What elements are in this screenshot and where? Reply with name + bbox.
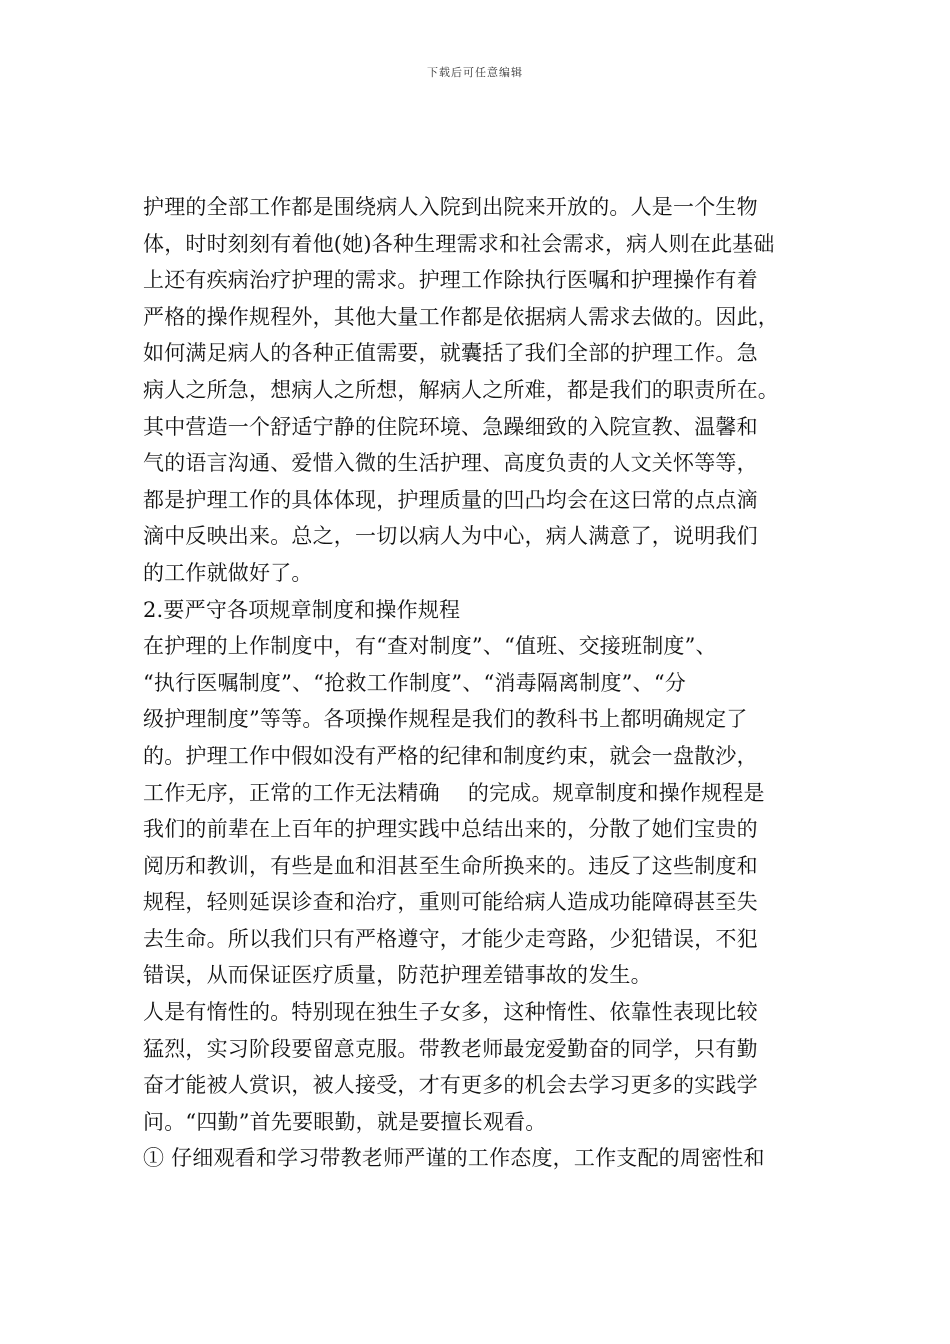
text-line: 气的语言沟通、爱惜入微的生活护理、高度负责的人文关怀等等， bbox=[143, 451, 758, 476]
text-line: 人是有惰性的。特别现在独生子女多，这种惰性、依靠性表现比较 bbox=[143, 1000, 758, 1025]
text-line: 错误，从而保证医疗质量，防范护理差错事故的发生。 bbox=[143, 963, 652, 988]
text-line: 滴中反映出来。总之，一切以病人为中心，病人满意了，说明我们 bbox=[143, 524, 758, 549]
text-line: 病人之所急，想病人之所想，解病人之所难，都是我们的职责所在。 bbox=[143, 377, 779, 402]
text-line: 其中营造一个舒适宁静的住院环境、急躁细致的入院宣教、温馨和 bbox=[143, 414, 758, 439]
text-line: “执行医嘱制度”、“抢救工作制度”、“消毒隔离制度”、“分 bbox=[143, 670, 686, 695]
text-line: 上还有疾病治疗护理的需求。护理工作除执行医嘱和护理操作有着 bbox=[143, 268, 758, 293]
text-line: 工作无序，正常的工作无法精确 的完成。规章制度和操作规程是 bbox=[143, 780, 765, 805]
text-line: 护理的全部工作都是围绕病人入院到出院来开放的。人是一个生物 bbox=[143, 195, 758, 219]
document-body bbox=[143, 189, 823, 1177]
text-line: 的。护理工作中假如没有严格的纪律和制度约束，就会一盘散沙， bbox=[143, 743, 758, 768]
text-line: 阅历和教训，有些是血和泪甚至生命所换来的。违反了这些制度和 bbox=[143, 853, 758, 878]
text-line: 规程，轻则延误诊查和治疗，重则可能给病人造成功能障碍甚至失 bbox=[143, 890, 758, 915]
text-line: 猛烈，实习阶段要留意克服。带教老师最宠爱勤奋的同学，只有勤 bbox=[143, 1036, 758, 1061]
text-line: 体，时时刻刻有着他(她)各种生理需求和社会需求，病人则在此基础 bbox=[143, 231, 775, 256]
section-heading: 2.要严守各项规章制度和操作规程 bbox=[143, 597, 461, 622]
text-line: 如何满足病人的各种正值需要，就囊括了我们全部的护理工作。急 bbox=[143, 341, 758, 366]
text-line: 我们的前辈在上百年的护理实践中总结出来的，分散了她们宝贵的 bbox=[143, 817, 758, 842]
text-line: 去生命。所以我们只有严格遵守，才能少走弯路，少犯错误，不犯 bbox=[143, 926, 758, 951]
text-line: 的工作就做好了。 bbox=[143, 560, 313, 585]
page-header: 下载后可任意编辑 bbox=[427, 66, 523, 79]
text-line: 奋才能被人赏识，被人接受，才有更多的机会去学习更多的实践学 bbox=[143, 1073, 758, 1098]
text-line: 都是护理工作的具体体现，护理质量的凹凸均会在这曰常的点点滴 bbox=[143, 487, 758, 512]
text-line: 在护理的上作制度中，有“查对制度”、“值班、交接班制度”、 bbox=[143, 634, 717, 659]
text-line: 问。“四勤”首先要眼勤，就是要擅长观看。 bbox=[143, 1109, 547, 1134]
text-line: 级护理制度”等等。各项操作规程是我们的教科书上都明确规定了 bbox=[143, 707, 748, 732]
text-line: 严格的操作规程外，其他大量工作都是依据病人需求去做的。因此， bbox=[143, 304, 779, 329]
list-item: ① 仔细观看和学习带教老师严谨的工作态度，工作支配的周密性和 bbox=[143, 1146, 765, 1171]
